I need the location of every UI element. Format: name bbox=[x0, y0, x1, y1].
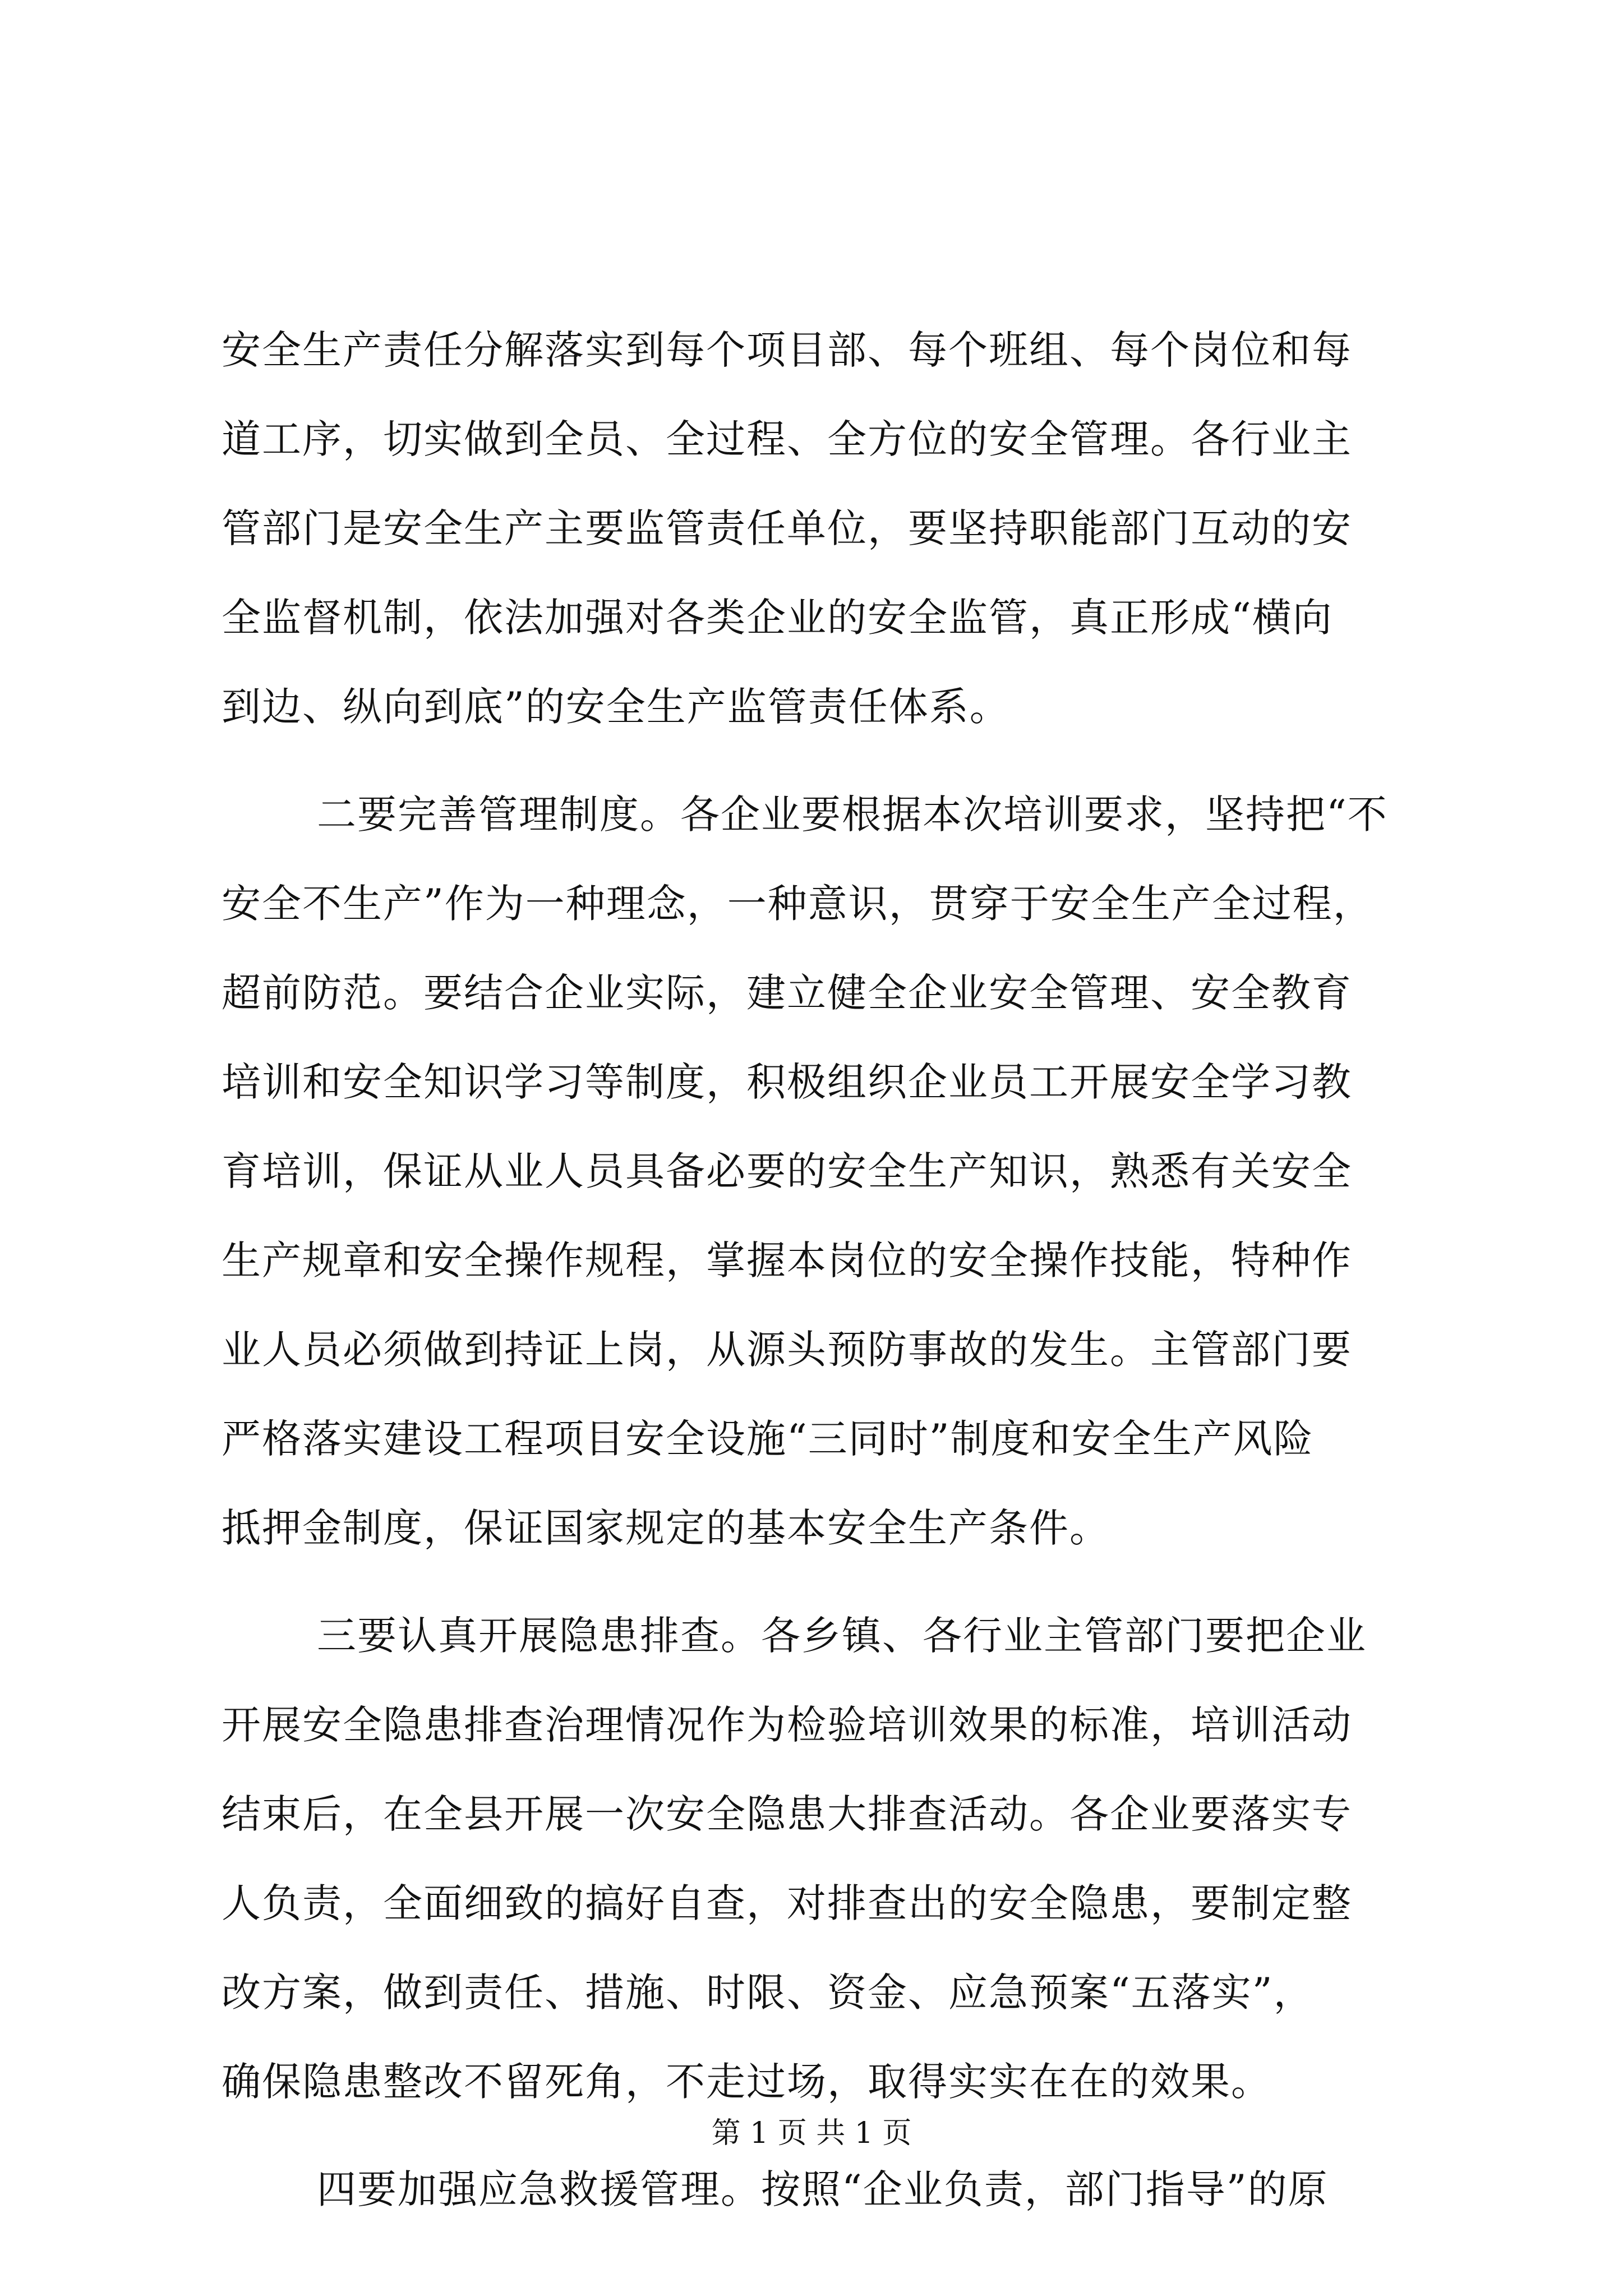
text-line: 确保隐患整改不留死角，不走过场，取得实实在在的效果。 bbox=[222, 2059, 1271, 2105]
text-line: 道工序，切实做到全员、全过程、全方位的安全管理。各行业主 bbox=[222, 416, 1352, 462]
text-line: 全监督机制，依法加强对各类企业的安全监管，真正形成“横向 bbox=[222, 595, 1333, 641]
text-line: 结束后，在全县开展一次安全隐患大排查活动。各企业要落实专 bbox=[222, 1791, 1352, 1837]
text-line: 到边、纵向到底”的安全生产监管责任体系。 bbox=[222, 684, 1010, 730]
paragraph-1 bbox=[222, 306, 1410, 752]
text-line: 安全不生产”作为一种理念，一种意识，贯穿于安全生产全过程， bbox=[222, 881, 1373, 927]
text-line: 育培训，保证从业人员具备必要的安全生产知识，熟悉有关安全 bbox=[222, 1148, 1352, 1194]
text-line: 超前防范。要结合企业实际，建立健全企业安全管理、安全教育 bbox=[222, 970, 1352, 1016]
text-line: 管部门是安全生产主要监管责任单位，要坚持职能部门互动的安 bbox=[222, 505, 1352, 551]
text-line: 开展安全隐患排查治理情况作为检验培训效果的标准，培训活动 bbox=[222, 1702, 1352, 1748]
text-line: 生产规章和安全操作规程，掌握本岗位的安全操作技能，特种作 bbox=[222, 1237, 1352, 1283]
text-line: 抵押金制度，保证国家规定的基本安全生产条件。 bbox=[222, 1505, 1110, 1551]
text-line: 培训和安全知识学习等制度，积极组织企业员工开展安全学习教 bbox=[222, 1059, 1352, 1105]
text-line: 二要完善管理制度。各企业要根据本次培训要求，坚持把“不 bbox=[317, 792, 1388, 838]
text-line: 四要加强应急救援管理。按照“企业负责，部门指导”的原 bbox=[317, 2166, 1329, 2212]
paragraph-2 bbox=[222, 770, 1410, 1573]
paragraph-gap bbox=[222, 1573, 1410, 1591]
text-line: 三要认真开展隐患排查。各乡镇、各行业主管部门要把企业 bbox=[317, 1613, 1367, 1659]
page-footer: 第 1 页 共 1 页 bbox=[711, 2116, 912, 2150]
text-line: 严格落实建设工程项目安全设施“三同时”制度和安全生产风险 bbox=[222, 1416, 1314, 1462]
text-line: 人负责，全面细致的搞好自查，对排查出的安全隐患，要制定整 bbox=[222, 1880, 1352, 1926]
text-line: 安全生产责任分解落实到每个项目部、每个班组、每个岗位和每 bbox=[222, 327, 1352, 373]
paragraph-4 bbox=[222, 2145, 1410, 2234]
document-body bbox=[222, 306, 1410, 2234]
text-line: 改方案，做到责任、措施、时限、资金、应急预案“五落实”， bbox=[222, 1970, 1314, 2016]
paragraph-3 bbox=[222, 1591, 1410, 2127]
text-line: 业人员必须做到持证上岗，从源头预防事故的发生。主管部门要 bbox=[222, 1327, 1352, 1373]
paragraph-gap bbox=[222, 752, 1410, 770]
